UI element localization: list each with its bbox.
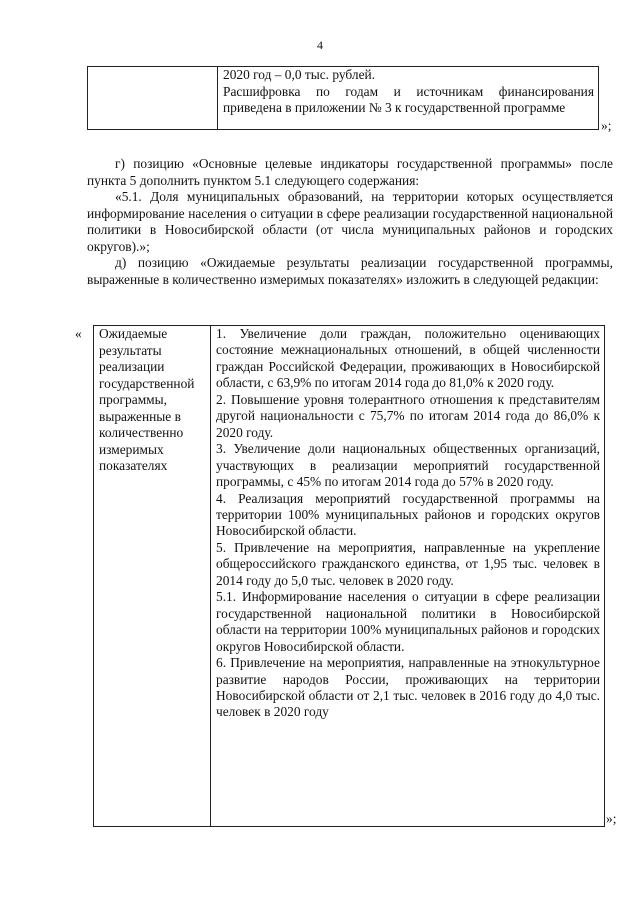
table-empty-cell <box>88 67 218 129</box>
expected-results-table <box>93 325 605 827</box>
opening-quote: « <box>75 326 82 341</box>
table-cell-financing <box>218 67 598 129</box>
page-number: 4 <box>317 38 323 52</box>
list-item: 1. Увеличение доли граждан, положительно оценивающих состояние межнациональных отношений, в общей численности граждан Российской Федерации, проживающих в Новосибирской области, с 63,9% по итогам 2014 года до 81,0% к 2020 году. <box>216 326 600 391</box>
paragraph-g-quote <box>87 189 613 255</box>
list-item: 3. Увеличение доли национальных общественных организаций, участвующих в реализации мероприятий государственной программы, с 45% по итогам 2014 года до 57% в 2020 году. <box>216 441 600 490</box>
list-item: 5.1. Информирование населения о ситуации в сфере реализации государственной национальной политики в Новосибирской области на территории 100% муниципальных районов и городских округов Новосибирской области. <box>216 589 600 654</box>
financing-breakdown-note: Расшифровка по годам и источникам финансирования приведена в приложении № 3 к государственной программе <box>223 83 594 116</box>
table-row-header: Ожидаемые результаты реализации государственной программы, выраженные в количественно измеримых показателях <box>94 326 211 826</box>
paragraph-g <box>87 156 613 189</box>
list-item: 4. Реализация мероприятий государственной программы на территории 100% муниципальных районов и городских округов Новосибирской области. <box>216 490 600 539</box>
list-item: 5. Привлечение на мероприятия, направленные на укрепление общероссийского гражданского единства, от 1,95 тыс. человек в 2014 году до 5,0 тыс. человек в 2020 году. <box>216 539 600 588</box>
paragraph-d-text: д) позицию «Ожидаемые результаты реализации государственной программы, выраженные в количественно измеримых показателях» изложить в следующей редакции: <box>87 255 613 287</box>
paragraph-g-text: г) позицию «Основные целевые индикаторы государственной программы» после пункта 5 дополнить пунктом 5.1 следующего содержания: <box>87 156 613 188</box>
closing-quote: »; <box>606 811 617 826</box>
indicator-5-1-text: «5.1. Доля муниципальных образований, на территории которых осуществляется информирование населения о ситуации в сфере реализации государственной национальной политики в Новосибирской области (от числа муниципальных районов и городских округов).»; <box>87 189 613 254</box>
list-item: 6. Привлечение на мероприятия, направленные на этнокультурное развитие народов России, проживающих на территории Новосибирской области от 2,1 тыс. человек в 2016 году до 4,0 тыс. человек в 2020 году <box>216 655 600 720</box>
financing-line: 2020 год – 0,0 тыс. рублей. <box>223 67 376 82</box>
budget-table-continuation <box>87 66 599 130</box>
closing-quote: »; <box>601 118 612 133</box>
expected-results-list <box>211 326 604 826</box>
list-item: 2. Повышение уровня толерантного отношения к представителям другой национальности с 75,7% по итогам 2014 года до 86,0% к 2020 году. <box>216 391 600 440</box>
paragraph-d <box>87 255 613 288</box>
